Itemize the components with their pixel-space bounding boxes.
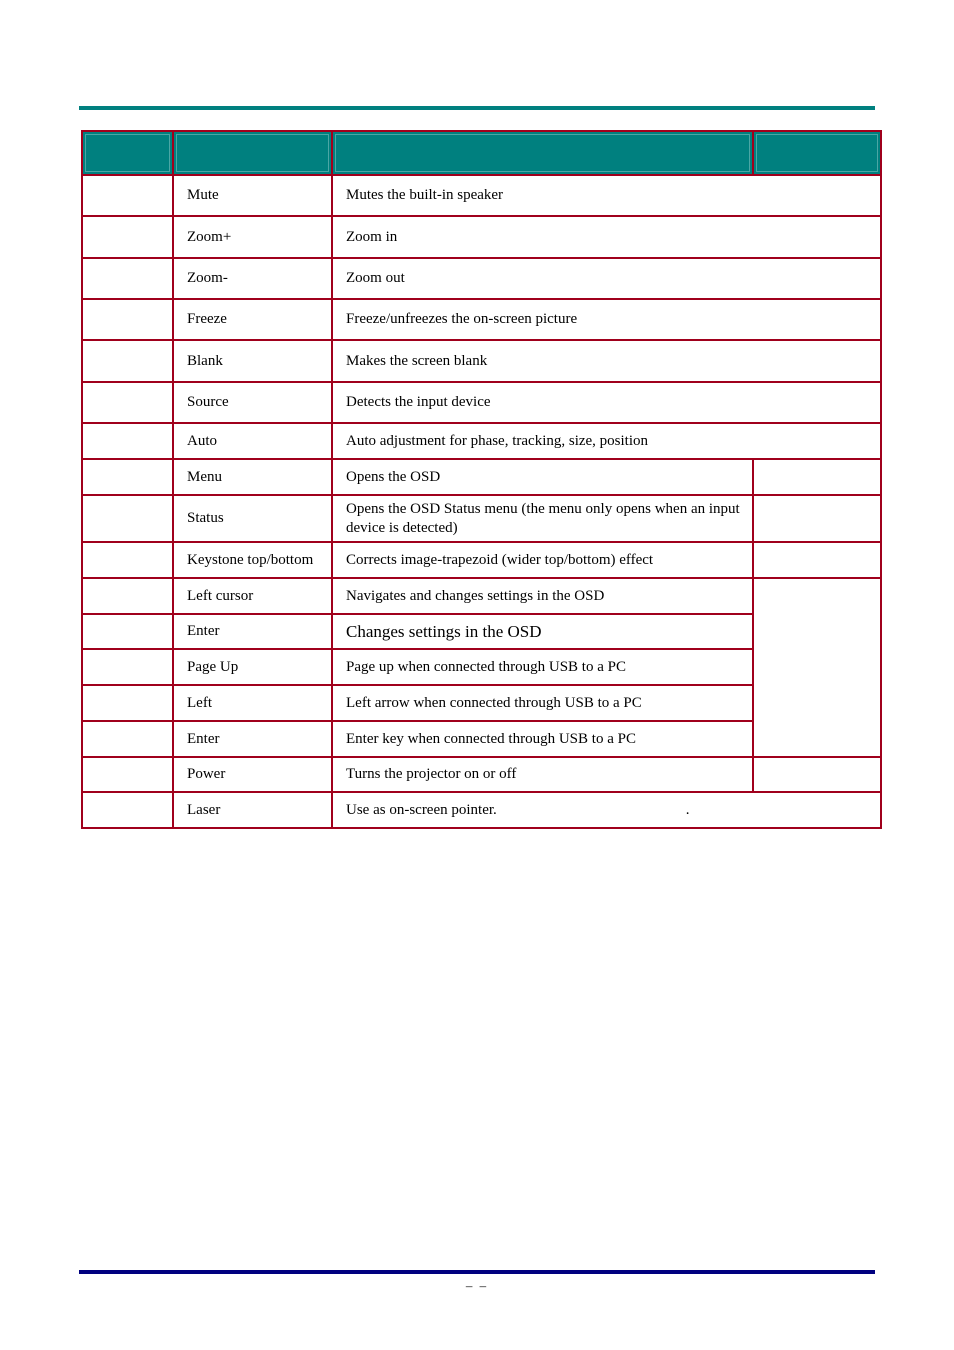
row-label: Mute <box>173 175 332 216</box>
row-reference-cell <box>82 299 173 340</box>
table-row <box>82 216 881 258</box>
row-label: Zoom- <box>173 258 332 299</box>
row-label: Left <box>173 685 332 721</box>
table-row <box>82 175 881 216</box>
row-description: Navigates and changes settings in the OSD <box>332 578 753 614</box>
row-label: Laser <box>173 792 332 828</box>
table-row <box>82 258 881 299</box>
row-reference-cell <box>82 258 173 299</box>
remote-control-table <box>81 130 882 829</box>
row-page-cell <box>753 459 881 495</box>
row-reference-cell <box>82 495 173 542</box>
row-label: Power <box>173 757 332 792</box>
row-reference-cell <box>82 578 173 614</box>
footer-rule <box>79 1270 875 1274</box>
table-row <box>82 340 881 382</box>
row-page-cell <box>753 495 881 542</box>
row-label: Auto <box>173 423 332 459</box>
row-label: Zoom+ <box>173 216 332 258</box>
row-reference-cell <box>82 614 173 649</box>
table-row <box>82 299 881 340</box>
row-reference-cell <box>82 685 173 721</box>
row-reference-cell <box>82 649 173 685</box>
header-cell-page <box>753 131 881 175</box>
header-cell-description <box>332 131 753 175</box>
table-row <box>82 423 881 459</box>
row-label: Blank <box>173 340 332 382</box>
row-page-cell <box>753 542 881 578</box>
header-cell-reference <box>82 131 173 175</box>
row-description: Left arrow when connected through USB to a PC <box>332 685 753 721</box>
table-row <box>82 757 881 792</box>
row-label: Source <box>173 382 332 423</box>
row-page-cell <box>753 757 881 792</box>
row-reference-cell <box>82 216 173 258</box>
table-row <box>82 542 881 578</box>
row-description: Zoom in <box>332 216 881 258</box>
row-label: Keystone top/bottom <box>173 542 332 578</box>
row-label: Page Up <box>173 649 332 685</box>
row-reference-cell <box>82 382 173 423</box>
row-description: Mutes the built-in speaker <box>332 175 881 216</box>
row-description-text: Use as on-screen pointer. <box>346 801 497 818</box>
table-row <box>82 382 881 423</box>
row-reference-cell <box>82 423 173 459</box>
table-header-row <box>82 131 881 175</box>
row-reference-cell <box>82 792 173 828</box>
row-label: Enter <box>173 614 332 649</box>
row-description <box>332 792 881 828</box>
row-reference-cell <box>82 757 173 792</box>
row-description: Auto adjustment for phase, tracking, size, position <box>332 423 881 459</box>
row-description: Changes settings in the OSD <box>332 614 753 649</box>
table-row <box>82 792 881 828</box>
table-row <box>82 495 881 542</box>
row-reference-cell <box>82 542 173 578</box>
row-description: Enter key when connected through USB to a PC <box>332 721 753 757</box>
row-label: Freeze <box>173 299 332 340</box>
row-reference-cell <box>82 340 173 382</box>
row-description: Zoom out <box>332 258 881 299</box>
row-label: Left cursor <box>173 578 332 614</box>
row-description-trailing-mark: . <box>685 801 690 818</box>
row-description: Opens the OSD <box>332 459 753 495</box>
row-reference-cell <box>82 459 173 495</box>
row-description: Makes the screen blank <box>332 340 881 382</box>
row-description: Detects the input device <box>332 382 881 423</box>
page-footer-marks: – – <box>465 1278 489 1293</box>
table-row <box>82 578 881 614</box>
row-description: Turns the projector on or off <box>332 757 753 792</box>
row-description: Corrects image-trapezoid (wider top/bottom) effect <box>332 542 753 578</box>
row-description: Opens the OSD Status menu (the menu only opens when an input device is detected) <box>332 495 753 542</box>
table-row <box>82 459 881 495</box>
row-label: Enter <box>173 721 332 757</box>
header-rule <box>79 106 875 110</box>
row-reference-cell <box>82 175 173 216</box>
row-label: Status <box>173 495 332 542</box>
row-page-cell-merged <box>753 578 881 757</box>
row-label: Menu <box>173 459 332 495</box>
header-cell-label <box>173 131 332 175</box>
row-description: Page up when connected through USB to a PC <box>332 649 753 685</box>
row-reference-cell <box>82 721 173 757</box>
row-description: Freeze/unfreezes the on-screen picture <box>332 299 881 340</box>
